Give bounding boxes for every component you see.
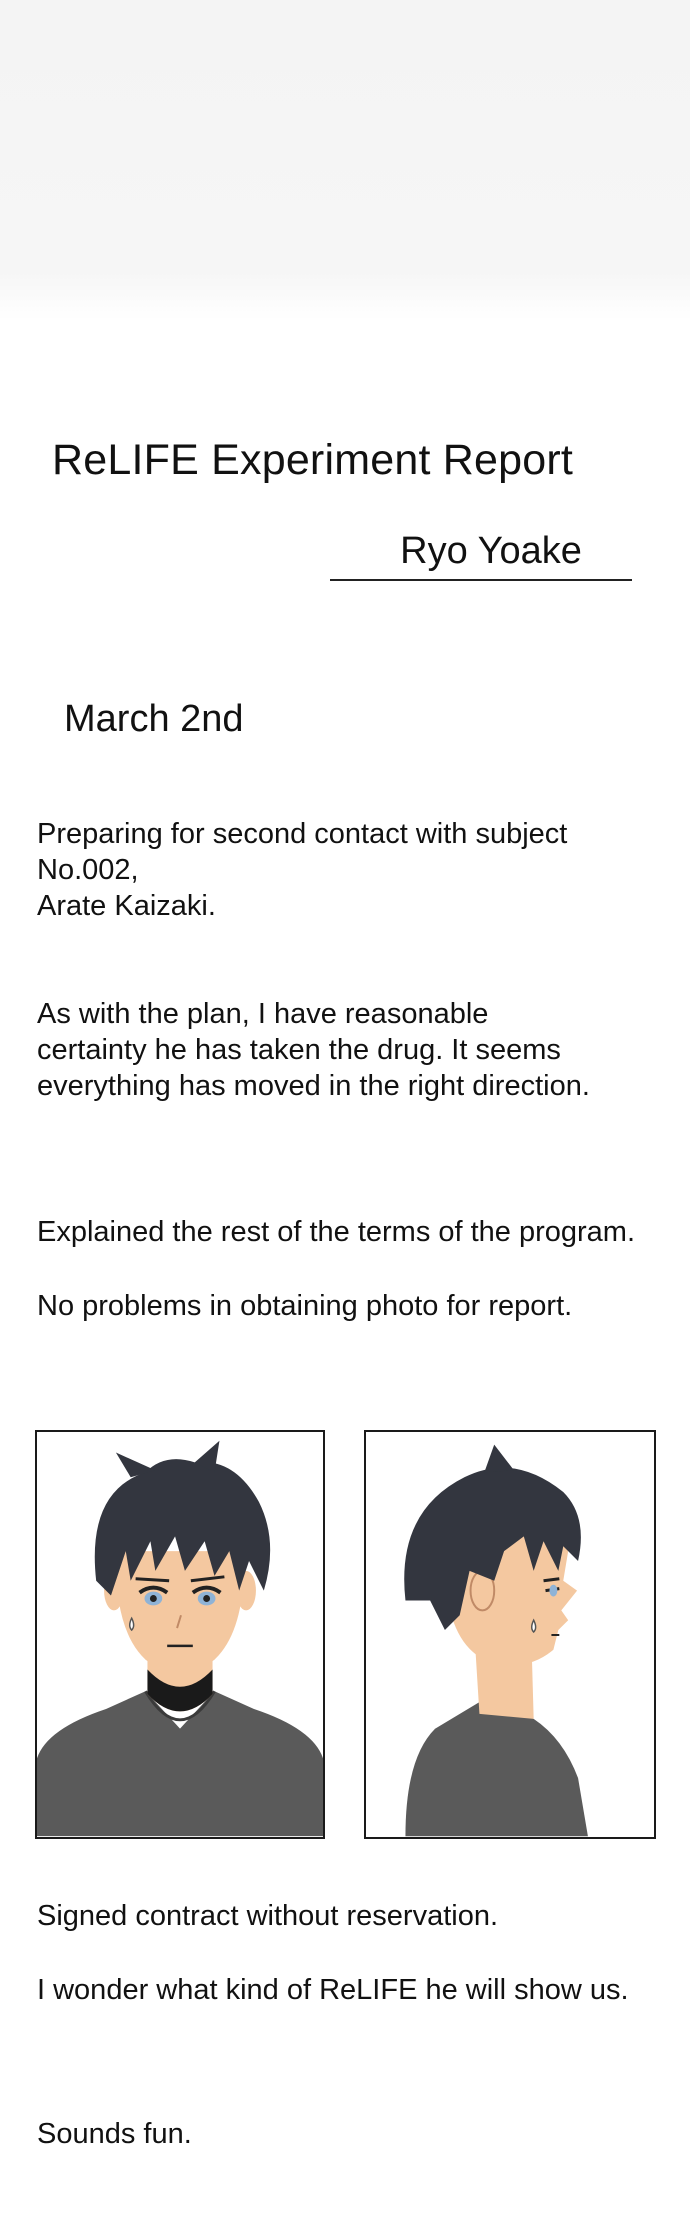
subject-photo-front	[35, 1430, 325, 1839]
author-name: Ryo Yoake	[400, 530, 582, 572]
author-signature-line	[330, 530, 632, 581]
report-title: ReLIFE Experiment Report	[52, 436, 574, 484]
paragraph-plan	[37, 996, 667, 1104]
report-date: March 2nd	[64, 698, 244, 740]
text-line: Arate Kaizaki.	[37, 890, 216, 922]
top-blank-margin	[0, 0, 690, 320]
text-line: everything has moved in the right direction.	[37, 1070, 590, 1102]
paragraph-contract: Signed contract without reservation.	[37, 1900, 499, 1932]
paragraph-wonder: I wonder what kind of ReLIFE he will show us.	[37, 1974, 629, 2006]
subject-front-illustration	[37, 1432, 323, 1837]
text-line: Preparing for second contact with subject	[37, 818, 568, 850]
text-line: No.002,	[37, 854, 139, 886]
subject-side-illustration	[366, 1432, 654, 1837]
paragraph-preparation	[37, 816, 667, 924]
text-line: certainty he has taken the drug. It seems	[37, 1034, 561, 1066]
subject-photo-side	[364, 1430, 656, 1839]
paragraph-photo: No problems in obtaining photo for report.	[37, 1290, 573, 1322]
paragraph-terms: Explained the rest of the terms of the program.	[37, 1216, 636, 1248]
paragraph-closing: Sounds fun.	[37, 2118, 192, 2150]
text-line: As with the plan, I have reasonable	[37, 998, 489, 1030]
